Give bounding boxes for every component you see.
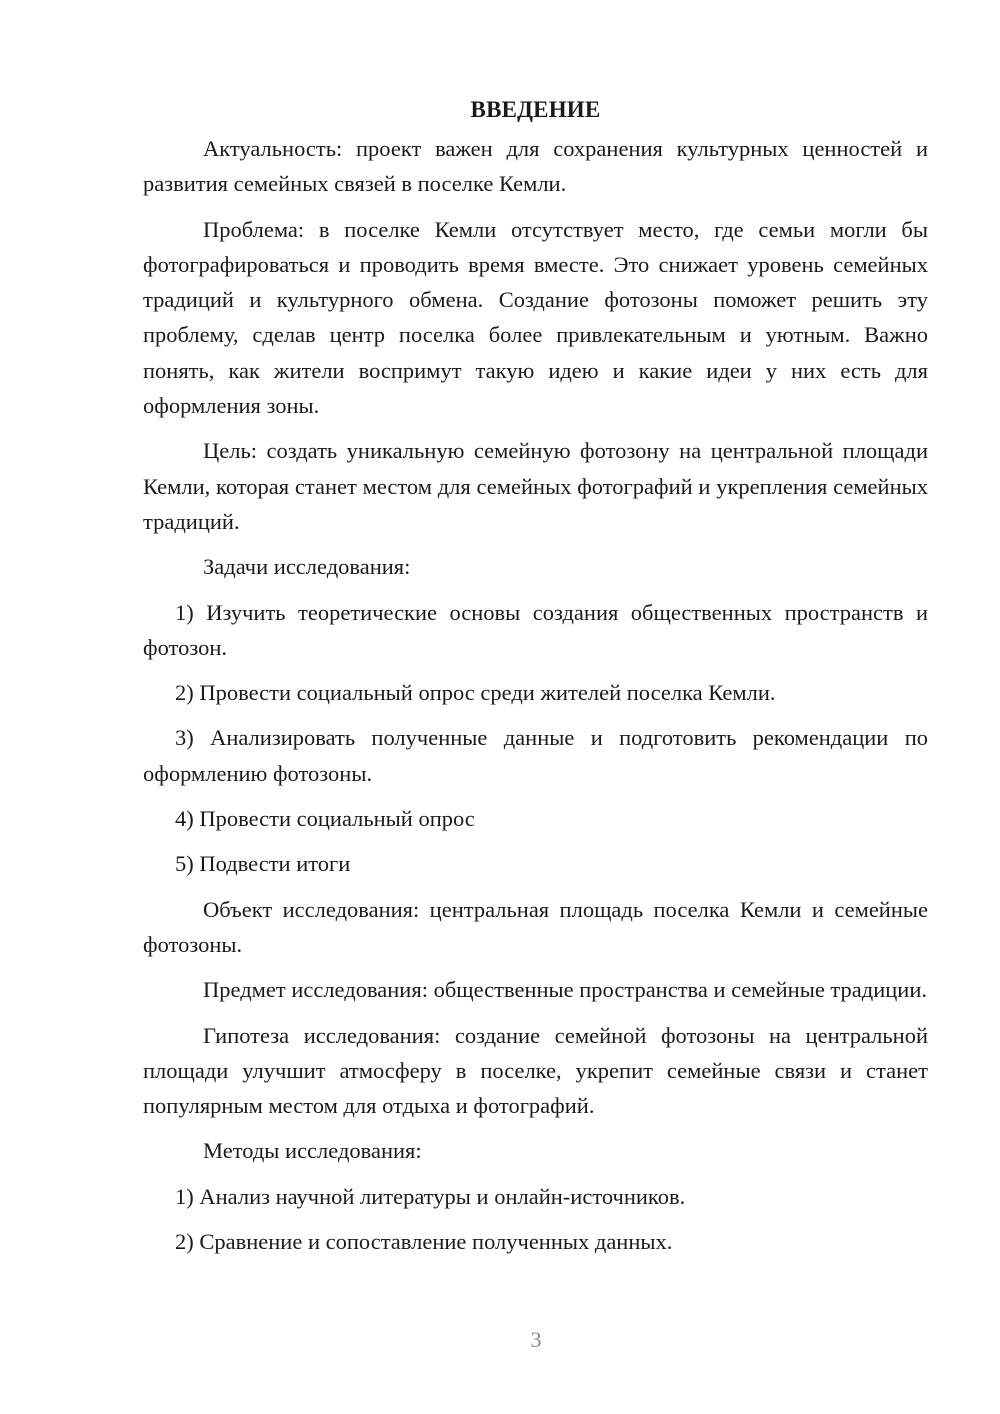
document-page xyxy=(143,92,928,1269)
relevance-paragraph: Актуальность: проект важен для сохранения культурных ценностей и развития семейных связей в поселке Кемли. xyxy=(143,136,928,197)
methods-heading: Методы исследования: xyxy=(203,1138,422,1164)
goal-paragraph: Цель: создать уникальную семейную фотозону на центральной площади Кемли, которая станет местом для семейных фотографий и укрепления семейных традиций. xyxy=(143,438,928,534)
task-item: 4) Провести социальный опрос xyxy=(175,806,475,832)
tasks-heading: Задачи исследования: xyxy=(203,554,411,580)
page-number: 3 xyxy=(530,1327,542,1352)
problem-paragraph: Проблема: в поселке Кемли отсутствует место, где семьи могли бы фотографироваться и проводить время вместе. Это снижает уровень семейных традиций и культурного обмена. Создание фотозоны поможет решить эту проблему, сделав центр поселка более привлекательным и уютным. Важно понять, как жители воспримут такую идею и какие идеи у них есть для оформления зоны. xyxy=(143,216,928,419)
task-item: 2) Провести социальный опрос среди жителей поселка Кемли. xyxy=(175,680,776,706)
subject-paragraph: Предмет исследования: общественные пространства и семейные традиции. xyxy=(203,977,928,1003)
hypothesis-paragraph: Гипотеза исследования: создание семейной фотозоны на центральной площади улучшит атмосферу в поселке, укрепит семейные связи и станет популярным местом для отдыха и фотографий. xyxy=(143,1022,928,1119)
object-paragraph: Объект исследования: центральная площадь поселка Кемли и семейные фотозоны. xyxy=(143,896,928,957)
task-item: 3) Анализировать полученные данные и подготовить рекомендации по оформлению фотозоны. xyxy=(143,725,928,786)
method-item: 2) Сравнение и сопоставление полученных данных. xyxy=(175,1229,673,1255)
task-item: 5) Подвести итоги xyxy=(175,851,351,877)
section-title: ВВЕДЕНИЕ xyxy=(470,97,601,122)
task-item: 1) Изучить теоретические основы создания общественных пространств и фотозон. xyxy=(143,599,928,660)
method-item: 1) Анализ научной литературы и онлайн-источников. xyxy=(175,1183,686,1209)
